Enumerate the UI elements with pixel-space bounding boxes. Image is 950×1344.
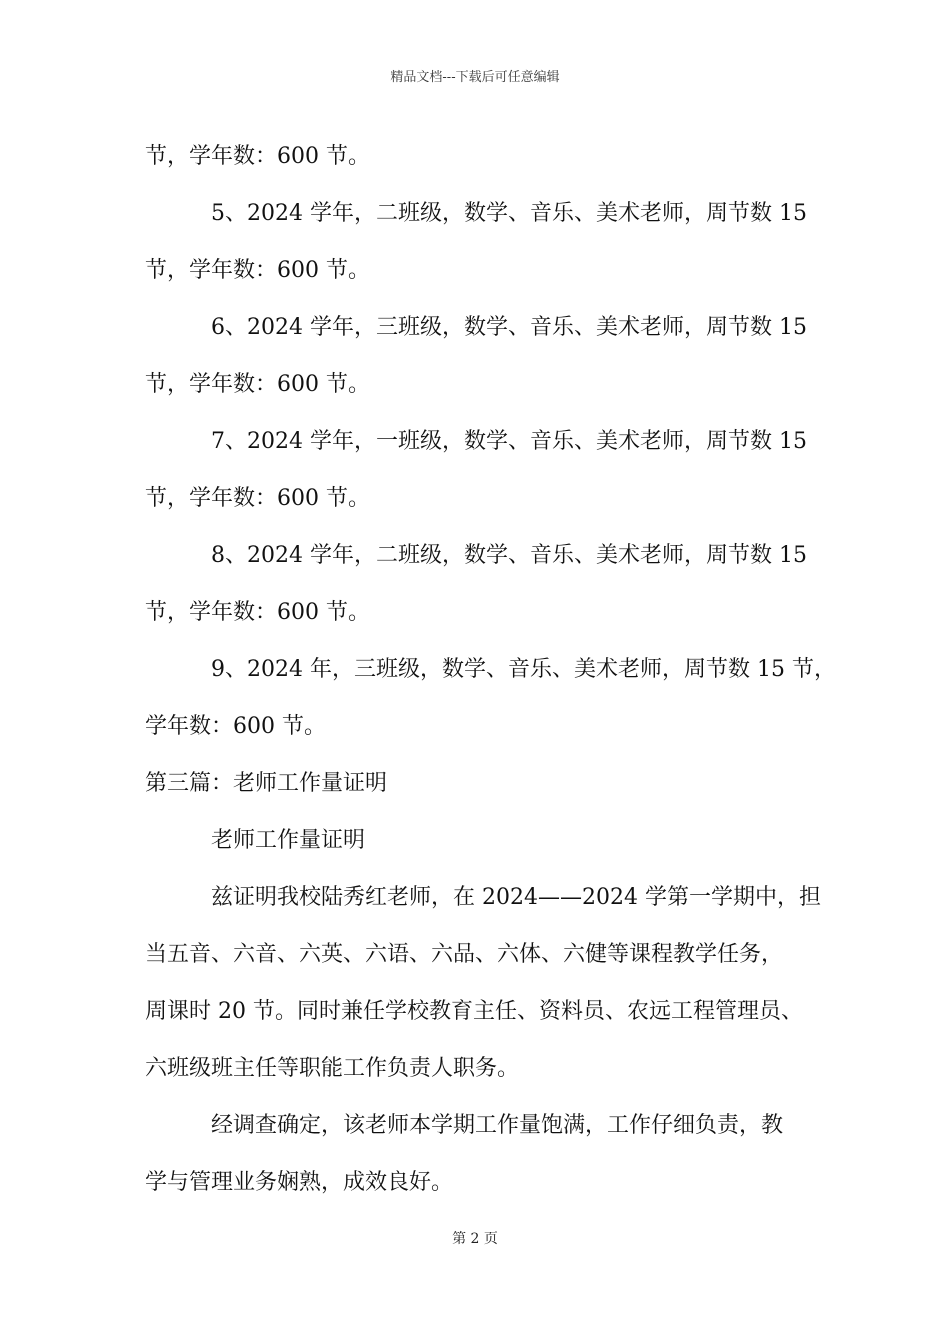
text-line: 学年数：600 节。 bbox=[145, 714, 326, 739]
text-line: 节，学年数：600 节。 bbox=[145, 600, 370, 625]
page-number: 第 2 页 bbox=[452, 1231, 498, 1247]
text-line: 学与管理业务娴熟，成效良好。 bbox=[145, 1170, 454, 1195]
text-line: 当五音、六音、六英、六语、六品、六体、六健等课程教学任务， bbox=[145, 942, 784, 967]
section-subtitle: 老师工作量证明 bbox=[211, 828, 366, 853]
text-line: 5、2024 学年，二班级，数学、音乐、美术老师，周节数 15 bbox=[211, 201, 807, 226]
page-header: 精品文档---下载后可任意编辑 bbox=[390, 70, 560, 85]
section-heading: 第三篇：老师工作量证明 bbox=[145, 771, 388, 796]
text-line: 兹证明我校陆秀红老师，在 2024——2024 学第一学期中，担 bbox=[211, 885, 821, 910]
text-line: 8、2024 学年，二班级，数学、音乐、美术老师，周节数 15 bbox=[211, 543, 807, 568]
text-line: 节，学年数：600 节。 bbox=[145, 258, 370, 283]
text-line: 经调查确定，该老师本学期工作量饱满，工作仔细负责，教 bbox=[211, 1113, 784, 1138]
text-line: 6、2024 学年，三班级，数学、音乐、美术老师，周节数 15 bbox=[211, 315, 807, 340]
text-line: 节，学年数：600 节。 bbox=[145, 486, 370, 511]
text-line: 节，学年数：600 节。 bbox=[145, 144, 370, 169]
text-line: 六班级班主任等职能工作负责人职务。 bbox=[145, 1056, 520, 1081]
text-line: 7、2024 学年，一班级，数学、音乐、美术老师，周节数 15 bbox=[211, 429, 807, 454]
document-body bbox=[145, 128, 836, 1211]
text-line: 周课时 20 节。同时兼任学校教育主任、资料员、农远工程管理员、 bbox=[145, 999, 803, 1024]
text-line: 节，学年数：600 节。 bbox=[145, 372, 370, 397]
text-line: 9、2024 年，三班级，数学、音乐、美术老师，周节数 15 节， bbox=[211, 657, 836, 682]
